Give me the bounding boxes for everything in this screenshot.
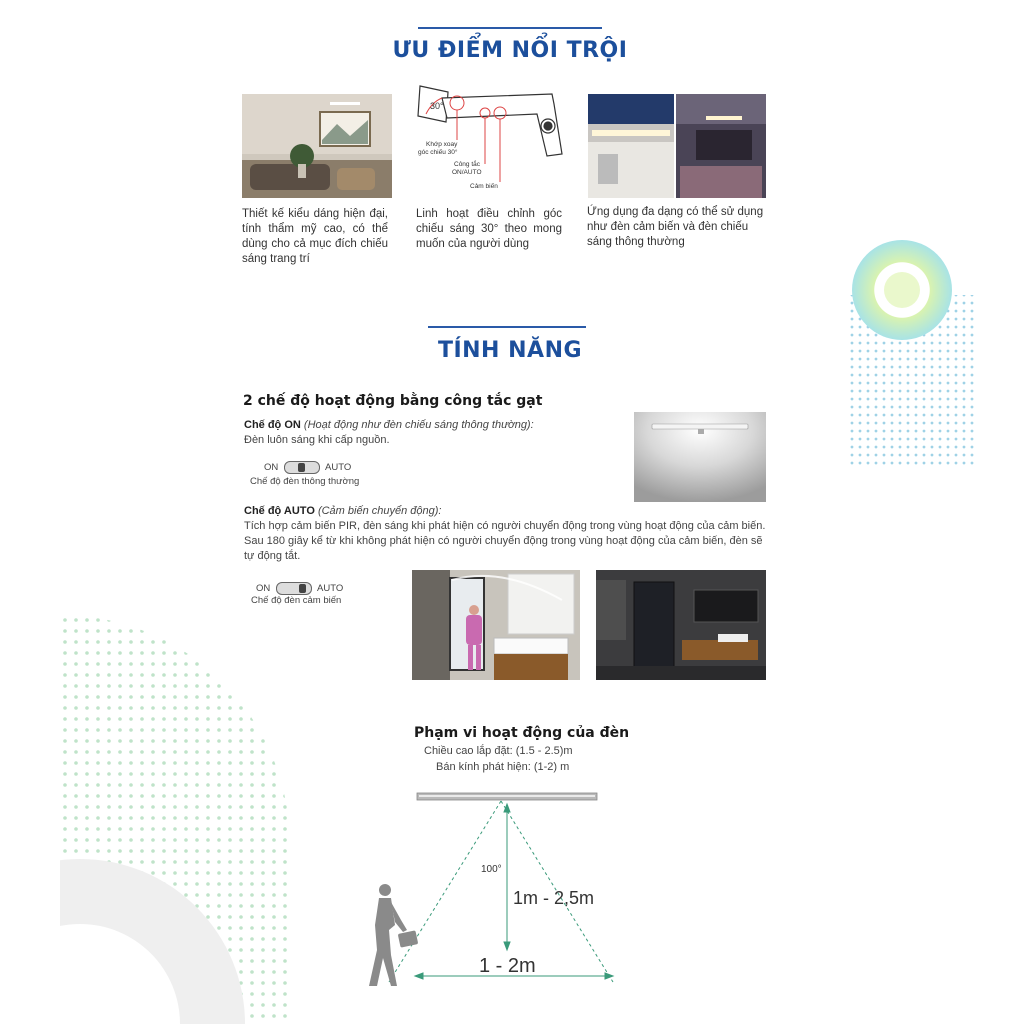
- advantage-caption-1: Thiết kế kiểu dáng hiện đại, tính thẩm mỹ cao, có thể dùng cho cả mục đích chiếu sáng trang trí: [242, 208, 388, 265]
- on-switch-on-label: ON: [264, 462, 279, 474]
- range-radius: Bán kính phát hiện: (1-2) m: [436, 761, 570, 773]
- on-mode-block: [244, 418, 624, 448]
- range-angle-label: 100°: [481, 864, 502, 875]
- auto-mode-desc: Tích hợp cảm biến PIR, đèn sáng khi phát hiện có người chuyển động trong vùng hoạt động của cảm biến. Sau 180 giây kể từ khi không phát hiện có người chuyển động trong vùng hoạt động của cảm biến, đèn sẽ tự động tắt.: [244, 520, 766, 562]
- features-title: TÍNH NĂNG: [437, 338, 583, 363]
- range-height: Chiều cao lắp đặt: (1.5 - 2.5)m: [424, 745, 573, 757]
- on-switch-row: [264, 461, 351, 474]
- svg-text:ON/AUTO: ON/AUTO: [452, 169, 482, 176]
- kitchen-living-photo: [588, 94, 766, 198]
- auto-switch-row: [256, 582, 343, 595]
- auto-mode-block: [244, 504, 768, 564]
- lamp-diagram: [412, 84, 567, 194]
- on-mode-desc: Đèn luôn sáng khi cấp nguồn.: [244, 434, 390, 446]
- on-switch-auto-label: AUTO: [325, 462, 352, 474]
- auto-mode-label: Chế độ AUTO: [244, 505, 315, 517]
- on-mode-toggle[interactable]: [284, 461, 320, 474]
- svg-text:Công tắc: Công tắc: [454, 161, 481, 168]
- advantages-title-rule: [418, 27, 602, 29]
- on-mode-label: Chế độ ON: [244, 419, 301, 431]
- advantages-title: ƯU ĐIỂM NỔI TRỘI: [392, 38, 628, 63]
- bathroom-lit-photo: [412, 570, 580, 680]
- range-diagram: [355, 790, 625, 995]
- range-title: Phạm vi hoạt động của đèn: [414, 725, 630, 741]
- range-horizontal-label: 1 - 2m: [479, 955, 536, 977]
- auto-switch-caption: Chế độ đèn cảm biến: [251, 595, 342, 606]
- features-heading: 2 chế độ hoạt động bằng công tắc gạt: [243, 393, 543, 409]
- auto-switch-auto-label: AUTO: [317, 583, 344, 595]
- range-vertical-label: 1m - 2,5m: [513, 888, 595, 908]
- lamp-glow-photo: [634, 412, 766, 502]
- on-switch-caption: Chế độ đèn thông thường: [250, 476, 360, 487]
- svg-text:Khớp xoay: Khớp xoay: [426, 141, 458, 148]
- svg-text:góc chiếu 30°: góc chiếu 30°: [418, 149, 458, 156]
- auto-switch-on-label: ON: [256, 583, 271, 595]
- bathroom-dark-photo: [596, 570, 766, 680]
- living-room-photo: [242, 94, 392, 198]
- on-mode-note: (Hoạt động như đèn chiếu sáng thông thường):: [303, 419, 534, 431]
- walking-person-icon: [369, 884, 418, 986]
- auto-mode-toggle[interactable]: [276, 582, 312, 595]
- decorative-dots-left: [60, 615, 300, 1024]
- advantage-caption-3: Ứng dụng đa dạng có thể sử dụng như đèn cảm biến và đèn chiếu sáng thông thường: [587, 206, 764, 248]
- decorative-dots-right: [840, 235, 980, 475]
- advantage-caption-2: Linh hoạt điều chỉnh góc chiếu sáng 30° theo mong muốn của người dùng: [416, 208, 562, 250]
- diagram-angle: 30°: [430, 101, 444, 111]
- features-title-rule: [428, 326, 586, 328]
- svg-text:Cảm biến: Cảm biến: [470, 183, 498, 190]
- auto-mode-note: (Cảm biến chuyển động):: [317, 505, 442, 517]
